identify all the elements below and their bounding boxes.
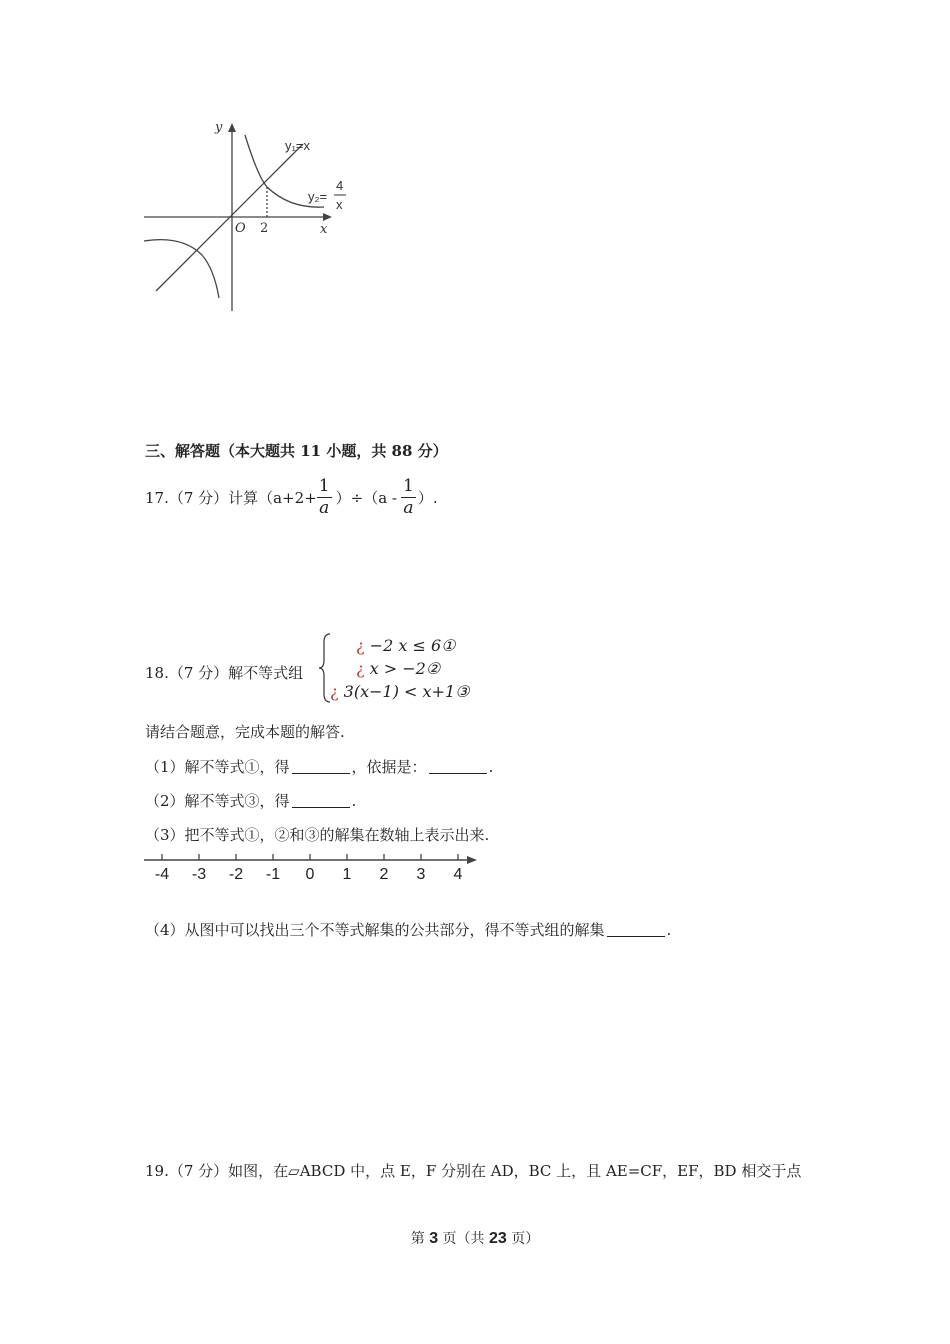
question-19: 19.（7 分）如图，在▱ABCD 中，点 E，F 分别在 AD，BC 上，且 AE=CF，EF，BD 相交于点: [145, 1162, 802, 1180]
q18-part-1-text-c: .: [488, 758, 494, 776]
number-line-tick-label: 2: [379, 866, 389, 883]
q18-part-2: [145, 790, 356, 811]
q18-part-1-text-a: （1）解不等式①，得: [145, 758, 290, 776]
question-17: [145, 475, 438, 519]
section-heading: 三、解答题（本大题共 11 小题，共 88 分）: [145, 442, 448, 460]
q17-fraction-2-denominator: a: [403, 497, 414, 518]
q18-part-1-blank-1: [292, 772, 350, 774]
q18-prefix: 18.（7 分）解不等式组: [145, 664, 304, 682]
number-line-arrow: [467, 856, 477, 864]
number-line-tick-label: -2: [228, 866, 244, 883]
q18-part-2-text-a: （2）解不等式③，得: [145, 792, 290, 810]
y-axis-arrow: [228, 123, 236, 132]
q17-middle: ）÷（a -: [335, 488, 397, 507]
q18-part-4-text-a: （4）从图中可以找出三个不等式解集的公共部分，得不等式组的解集: [145, 921, 605, 939]
q17-fraction-1-denominator: a: [319, 497, 330, 518]
q17-fraction-2: [401, 475, 416, 518]
origin-label: O: [235, 221, 246, 236]
q18-part-2-blank: [292, 806, 350, 808]
q18-system: [330, 634, 469, 703]
q17-fraction-1-numerator: 1: [318, 475, 330, 496]
q18-part-2-text-b: .: [351, 792, 357, 810]
q18-part-1-text-b: ，依据是：: [351, 758, 427, 776]
tick-label-2: 2: [260, 221, 269, 236]
q18-row-1: [330, 634, 469, 657]
number-line-tick-label: -1: [265, 866, 281, 883]
footer-post: 页）: [511, 1231, 540, 1247]
number-line-tick-label: -3: [191, 866, 207, 883]
curve-y2-label: y₂=: [308, 189, 328, 204]
curve-y2-numerator: 4: [336, 178, 344, 193]
number-line-tick-label: 4: [453, 866, 463, 883]
function-graph: [140, 115, 360, 320]
q18-part-4-text-b: .: [666, 921, 672, 939]
q18-instruction: 请结合题意，完成本题的解答.: [145, 723, 345, 741]
number-line-tick-label: -4: [154, 866, 170, 883]
footer-total-pages: 23: [489, 1230, 507, 1247]
q18-part-4: [145, 919, 671, 940]
x-axis-label: x: [320, 222, 328, 237]
q18-row-2-text: x > −2②: [369, 659, 441, 678]
q18-row-2-mark: ¿: [356, 659, 365, 678]
q18-row-3: [330, 680, 469, 703]
footer-mid: 页（共: [442, 1231, 485, 1247]
q18-part-3: （3）把不等式①，②和③的解集在数轴上表示出来.: [145, 826, 490, 844]
number-line: [142, 848, 482, 884]
number-line-tick-label: 3: [416, 866, 426, 883]
curve-y2-denominator: x: [336, 197, 343, 212]
x-axis-arrow: [323, 213, 332, 221]
q17-suffix: ）.: [417, 488, 438, 507]
q18-row-1-text: −2 x ≤ 6①: [369, 636, 456, 655]
q18-row-3-text: 3(x−1) < x+1③: [343, 682, 470, 701]
hyperbola-branch-2: [144, 240, 219, 298]
q17-prefix: 17.（7 分）计算（a+2+: [145, 488, 317, 507]
q18-part-1: [145, 756, 493, 777]
page-footer: [0, 1228, 950, 1248]
y-axis-label: y: [215, 120, 223, 135]
q18-part-4-blank: [607, 935, 665, 937]
q17-fraction-2-numerator: 1: [402, 475, 414, 496]
q18-row-3-mark: ¿: [330, 682, 339, 701]
footer-page-number: 3: [429, 1230, 439, 1247]
line-y1-label: y₁=x: [285, 138, 310, 153]
q18-part-1-blank-2: [429, 772, 487, 774]
footer-pre: 第: [410, 1231, 425, 1247]
number-line-tick-label: 0: [305, 866, 315, 883]
q17-fraction-1: [317, 475, 332, 518]
number-line-tick-label: 1: [342, 866, 352, 883]
q18-row-2: [330, 657, 469, 680]
q18-row-1-mark: ¿: [356, 636, 365, 655]
